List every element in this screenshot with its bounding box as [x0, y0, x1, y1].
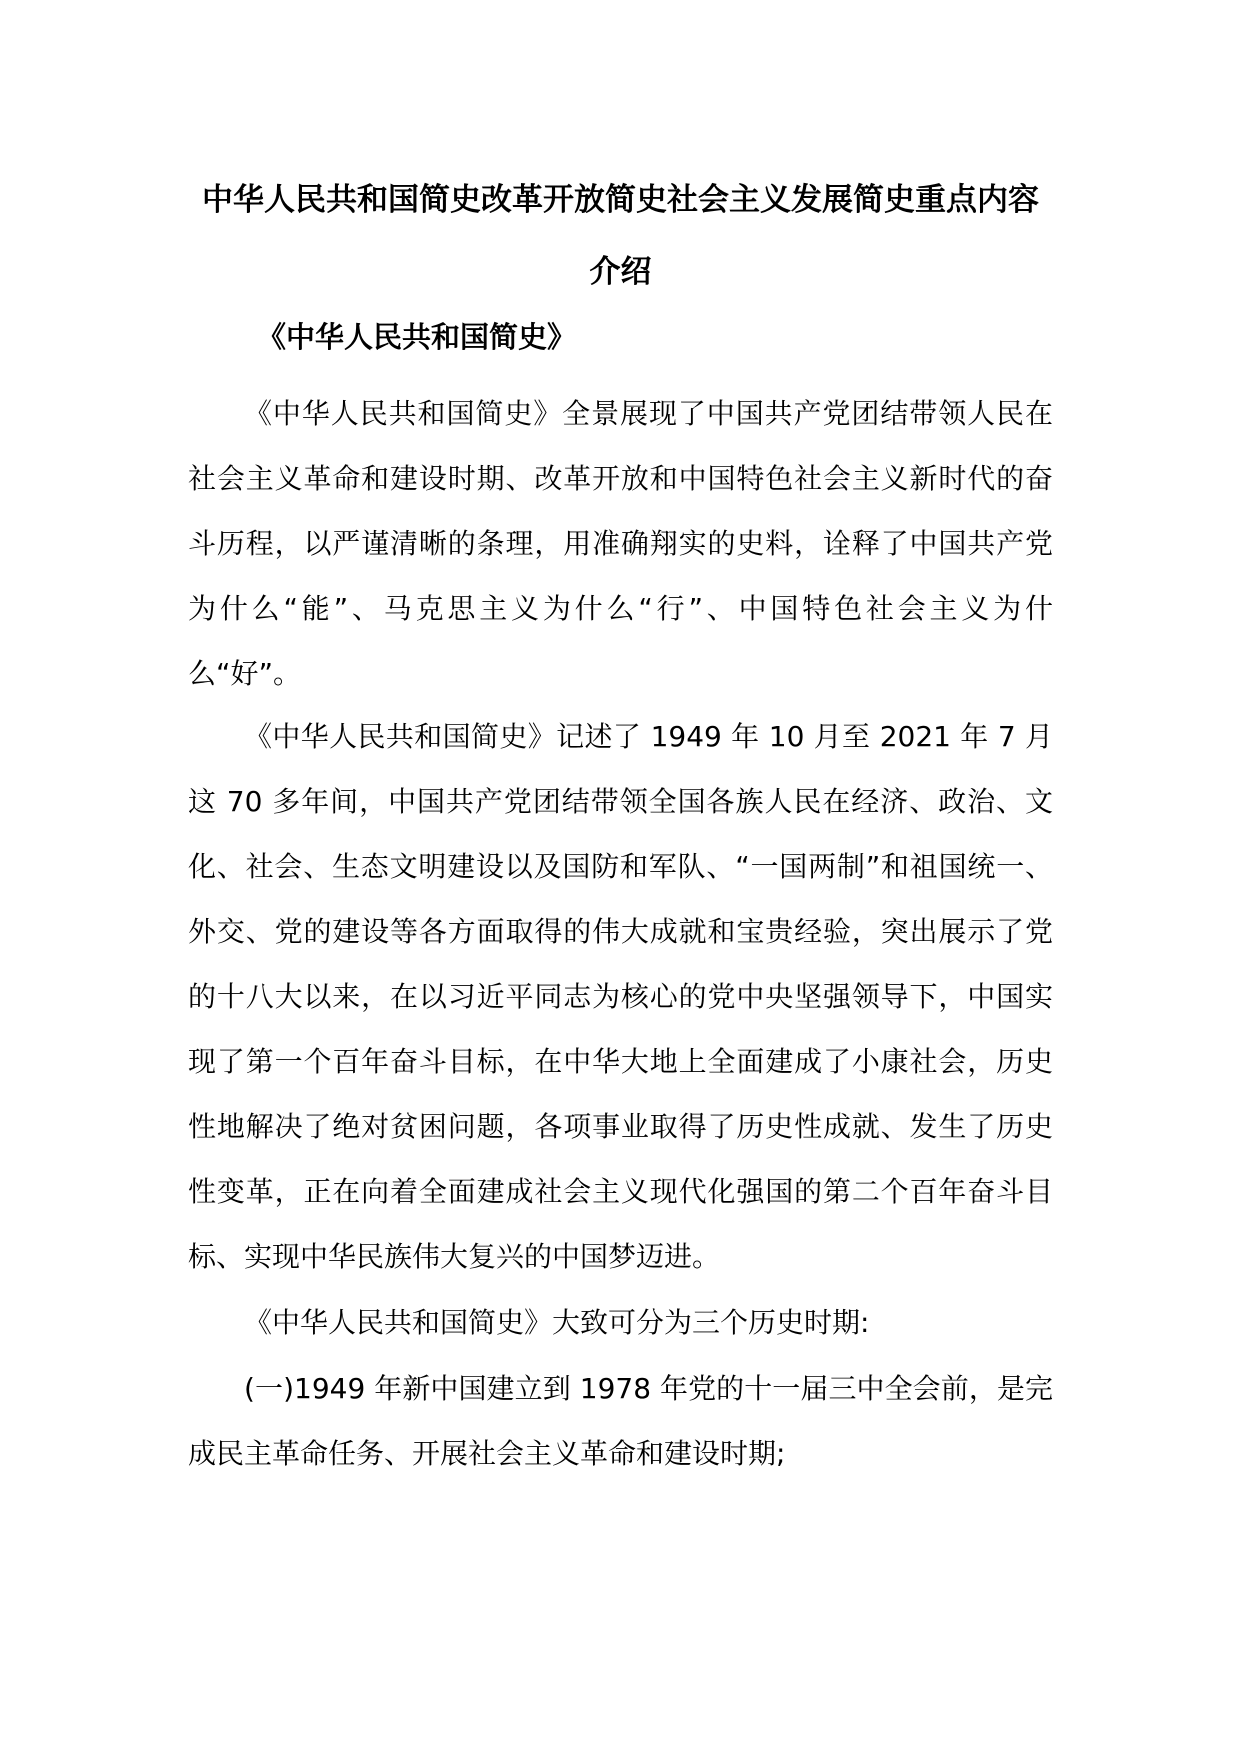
- document-title: 中华人民共和国简史改革开放简史社会主义发展简史重点内容介绍: [202, 182, 1039, 290]
- paragraph-intro: 《中华人民共和国简史》全景展现了中国共产党团结带领人民在社会主义革命和建设时期、改革开放和中国特色社会主义新时代的奋斗历程，以严谨清晰的条理，用准确翔实的史料，诠释了中国共产党为什么“能”、马克思主义为什么“行”、中国特色社会主义为什么“好”。: [188, 397, 1053, 690]
- paragraph-periods: 《中华人民共和国简史》大致可分为三个历史时期:: [244, 1306, 870, 1339]
- paragraph-achievements: 《中华人民共和国简史》记述了 1949 年 10 月至 2021 年 7 月这 70 多年间，中国共产党团结带领全国各族人民在经济、政治、文化、社会、生态文明建设以及国防和军队、“一国两制”和祖国统一、外交、党的建设等各方面取得的伟大成就和宝贵经验，突出展示了党的十八大以来，在以习近平同志为核心的党中央坚强领导下，中国实现了第一个百年奋斗目标，在中华大地上全面建成了小康社会，历史性地解决了绝对贫困问题，各项事业取得了历史性成就、发生了历史性变革，正在向着全面建成社会主义现代化强国的第二个百年奋斗目标、实现中华民族伟大复兴的中国梦迈进。: [188, 720, 1053, 1273]
- section-heading: 《中华人民共和国简史》: [257, 320, 577, 354]
- paragraph-period-one: (一)1949 年新中国建立到 1978 年党的十一届三中全会前，是完成民主革命任务、开展社会主义革命和建设时期;: [188, 1372, 1053, 1470]
